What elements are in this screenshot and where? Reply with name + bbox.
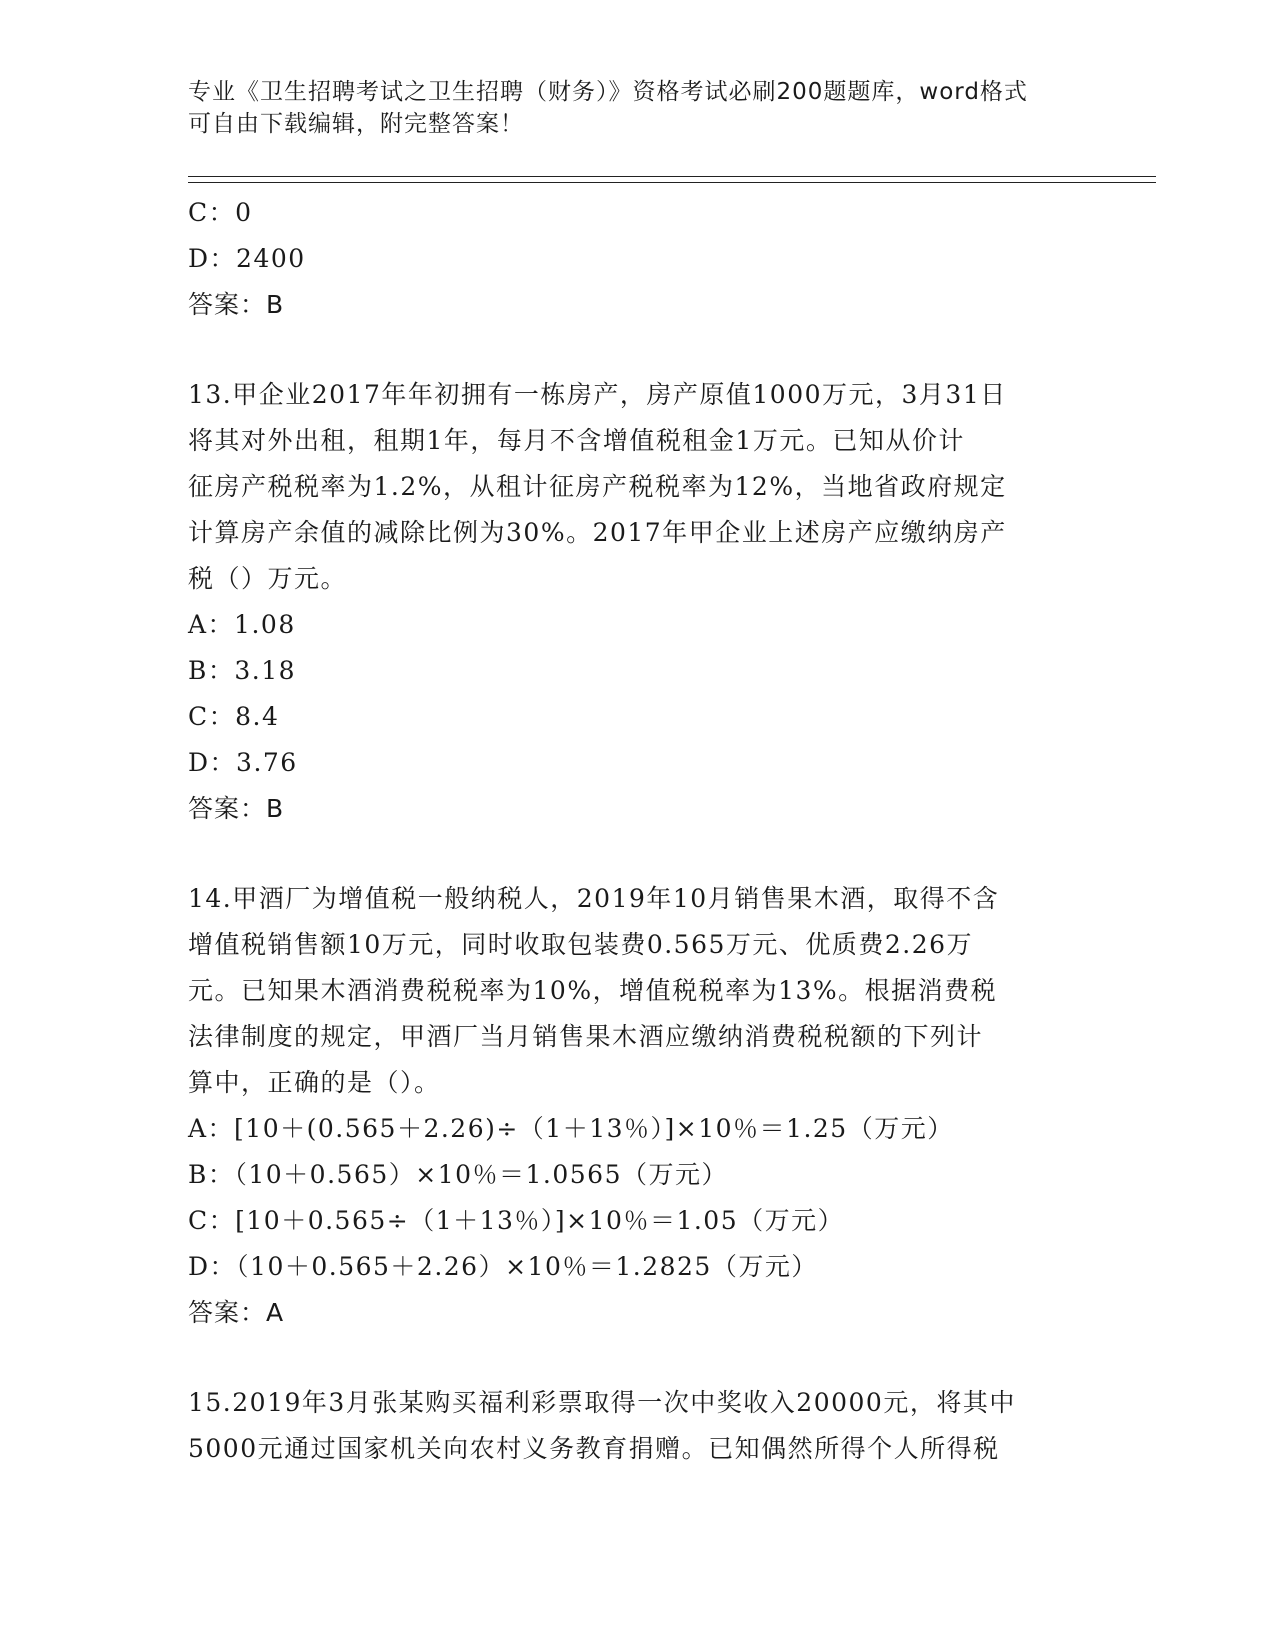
question-content <box>188 190 1088 1472</box>
header-title-line-2: 可自由下载编辑，附完整答案！ <box>188 111 524 137</box>
document-header <box>188 76 1088 140</box>
question-text-line: 税（）万元。 <box>188 564 348 593</box>
spacer <box>188 328 1088 372</box>
question-text-line: 增值税销售额10万元，同时收取包装费0.565万元、优质费2.26万 <box>188 930 974 959</box>
option-d: D：3.76 <box>188 748 298 777</box>
question-text-line: 5000元通过国家机关向农村义务教育捐赠。已知偶然所得个人所得税 <box>188 1434 1000 1463</box>
option-b: B：（10＋0.565）×10％＝1.0565（万元） <box>188 1160 728 1189</box>
option-d: D：（10＋0.565＋2.26）×10％＝1.2825（万元） <box>188 1252 818 1281</box>
answer-line: 答案：A <box>188 1298 285 1327</box>
question-text-line: 征房产税税率为1.2%，从租计征房产税税率为12%，当地省政府规定 <box>188 472 1007 501</box>
question-text-line: 法律制度的规定，甲酒厂当月销售果木酒应缴纳消费税税额的下列计 <box>188 1022 984 1051</box>
question-13 <box>188 372 1088 832</box>
question-text-line: 计算房产余值的减除比例为30%。2017年甲企业上述房产应缴纳房产 <box>188 518 1007 547</box>
option-a: A：1.08 <box>188 610 296 639</box>
question-text-line: 元。已知果木酒消费税税率为10%，增值税税率为13%。根据消费税 <box>188 976 998 1005</box>
header-divider-top <box>188 176 1156 177</box>
question-text-line: 15.2019年3月张某购买福利彩票取得一次中奖收入20000元，将其中 <box>188 1388 1016 1417</box>
option-c: C：[10＋0.565÷（1＋13％）]×10％＝1.05（万元） <box>188 1206 845 1235</box>
question-14 <box>188 876 1088 1336</box>
option-c: C：8.4 <box>188 702 280 731</box>
spacer <box>188 832 1088 876</box>
question-text-line: 算中，正确的是（）。 <box>188 1068 441 1097</box>
option-d: D：2400 <box>188 244 306 273</box>
option-a: A：[10＋(0.565＋2.26)÷（1＋13％）]×10％＝1.25（万元） <box>188 1114 954 1143</box>
option-c: C：0 <box>188 198 253 227</box>
question-text-line: 13.甲企业2017年年初拥有一栋房产，房产原值1000万元，3月31日 <box>188 380 1007 409</box>
spacer <box>188 1336 1088 1380</box>
answer-line: 答案：B <box>188 794 285 823</box>
question-text-line: 14.甲酒厂为增值税一般纳税人，2019年10月销售果木酒，取得不含 <box>188 884 1000 913</box>
header-title-line-1: 专业《卫生招聘考试之卫生招聘（财务）》资格考试必刷200题题库，word格式 <box>188 79 1028 105</box>
answer-line: 答案：B <box>188 290 285 319</box>
header-divider-bottom <box>188 182 1156 183</box>
question-15 <box>188 1380 1088 1472</box>
prev-question <box>188 190 1088 328</box>
question-text-line: 将其对外出租，租期1年，每月不含增值税租金1万元。已知从价计 <box>188 426 965 455</box>
option-b: B：3.18 <box>188 656 297 685</box>
